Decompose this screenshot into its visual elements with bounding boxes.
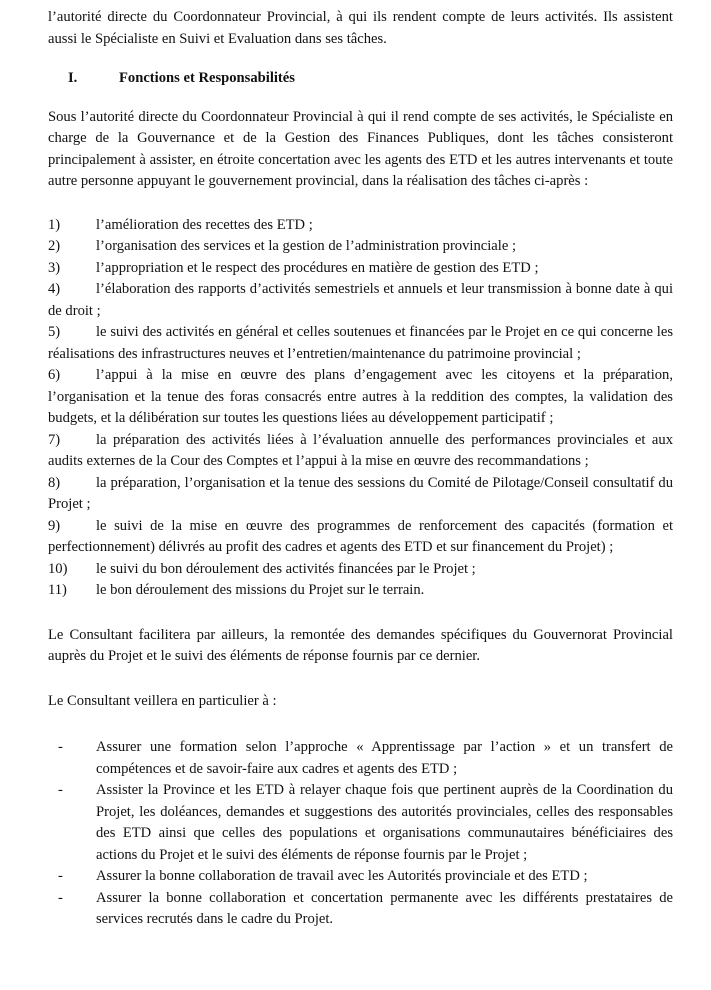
responsibilities-paragraph: Sous l’autorité directe du Coordonnateur Provincial à qui il rend compte de ses activités, le Spécialiste en charge de la Gouvernance et de la Gestion des Finances Publiques, dont les tâches consisteront principalement à assister, en étroite concertation avec les agents des ETD et les autres intervenants et toute autre personne appuyant le gouvernement provincial, dans la réalisation des tâches ci-après : xyxy=(48,108,673,189)
task-number: 2) xyxy=(48,238,61,254)
task-number: 6) xyxy=(48,367,61,383)
section-number: I. xyxy=(68,70,78,86)
task-text: la préparation, l’organisation et la tenue des sessions du Comité de Pilotage/Conseil consultatif du Projet ; xyxy=(48,474,673,512)
task-text: l’organisation des services et la gestion de l’administration provinciale ; xyxy=(96,238,516,254)
bullet-item xyxy=(48,866,673,888)
dash-marker: - xyxy=(58,782,63,798)
task-number: 4) xyxy=(48,281,61,297)
task-item xyxy=(48,215,673,237)
task-item xyxy=(48,430,673,473)
task-number: 3) xyxy=(48,259,61,276)
task-item xyxy=(48,258,673,280)
dash-marker: - xyxy=(58,739,63,755)
intro-paragraph: l’autorité directe du Coordonnateur Provincial, à qui ils rendent compte de leurs activités. Ils assistent aussi le Spécialiste en Suivi et Evaluation dans ses tâches. xyxy=(48,9,673,47)
task-text: la préparation des activités liées à l’évaluation annuelle des performances provinciales et aux audits externes de la Cour des Comptes et l’appui à la mise en œuvre des recommandations ; xyxy=(48,431,673,469)
task-item xyxy=(48,473,673,516)
task-text: le suivi des activités en général et celles soutenues et financées par le Projet en ce qui concerne les réalisations des infrastructures neuves et l’entretien/maintenance du patrimoine provincial ; xyxy=(48,324,673,362)
task-item xyxy=(48,559,673,581)
bullet-list xyxy=(48,737,673,931)
task-item xyxy=(48,322,673,365)
task-text: l’appropriation et le respect des procédures en matière de gestion des ETD ; xyxy=(96,259,539,276)
section-heading xyxy=(48,68,673,90)
task-number: 7) xyxy=(48,431,61,448)
bullet-item xyxy=(48,780,673,866)
bullet-text: Assurer une formation selon l’approche « Apprentissage par l’action » et un transfert de compétences et de savoir-faire aux cadres et agents des ETD ; xyxy=(96,739,673,777)
facilitation-paragraph: Le Consultant facilitera par ailleurs, la remontée des demandes spécifiques du Gouvernorat Provincial auprès du Projet et le suivi des éléments de réponse fournis par ce dernier. xyxy=(48,626,673,664)
task-item xyxy=(48,365,673,430)
task-text: le suivi de la mise en œuvre des programmes de renforcement des capacités (formation et perfectionnement) délivrés au profit des cadres et agents des ETD et sur financement du Projet) ; xyxy=(48,517,673,555)
task-text: l’amélioration des recettes des ETD ; xyxy=(96,216,313,233)
bullet-text: Assurer la bonne collaboration de travail avec les Autorités provinciale et des ETD ; xyxy=(96,868,588,884)
bullet-item xyxy=(48,737,673,780)
dash-marker: - xyxy=(58,889,63,906)
task-number: 5) xyxy=(48,324,61,340)
particular-intro: Le Consultant veillera en particulier à : xyxy=(48,692,277,709)
task-number: 11) xyxy=(48,582,67,598)
task-number: 1) xyxy=(48,216,61,233)
task-number: 10) xyxy=(48,560,68,577)
bullet-text: Assurer la bonne collaboration et concertation permanente avec les différents prestataires de services recrutés dans le cadre du Projet. xyxy=(96,889,673,927)
task-item xyxy=(48,580,673,602)
task-number: 8) xyxy=(48,474,61,491)
task-text: le bon déroulement des missions du Projet sur le terrain. xyxy=(96,582,425,598)
task-text: l’appui à la mise en œuvre des plans d’engagement avec les citoyens et la préparation, l’organisation et la tenue des foras consacrés entre autres à la reddition des comptes, la validation des budgets, et la délibération sur toutes les questions liées au développement participatif ; xyxy=(48,367,673,426)
task-text: l’élaboration des rapports d’activités semestriels et annuels et leur transmission à bonne date à qui de droit ; xyxy=(48,281,673,319)
section-title: Fonctions et Responsabilités xyxy=(119,70,295,86)
document-page xyxy=(48,7,673,931)
task-item xyxy=(48,279,673,322)
task-list xyxy=(48,215,673,602)
bullet-text: Assister la Province et les ETD à relayer chaque fois que pertinent auprès de la Coordination du Projet, les doléances, demandes et suggestions des autorités provinciales, celles des responsables des ETD ainsi que celles des populations et organisations communautaires bénéficiaires des actions du Projet et le suivi des éléments de réponse fournis par le Projet ; xyxy=(96,782,673,863)
task-item xyxy=(48,516,673,559)
task-item xyxy=(48,236,673,258)
task-number: 9) xyxy=(48,517,61,534)
task-text: le suivi du bon déroulement des activités financées par le Projet ; xyxy=(96,560,476,577)
dash-marker: - xyxy=(58,868,63,884)
bullet-item xyxy=(48,888,673,931)
